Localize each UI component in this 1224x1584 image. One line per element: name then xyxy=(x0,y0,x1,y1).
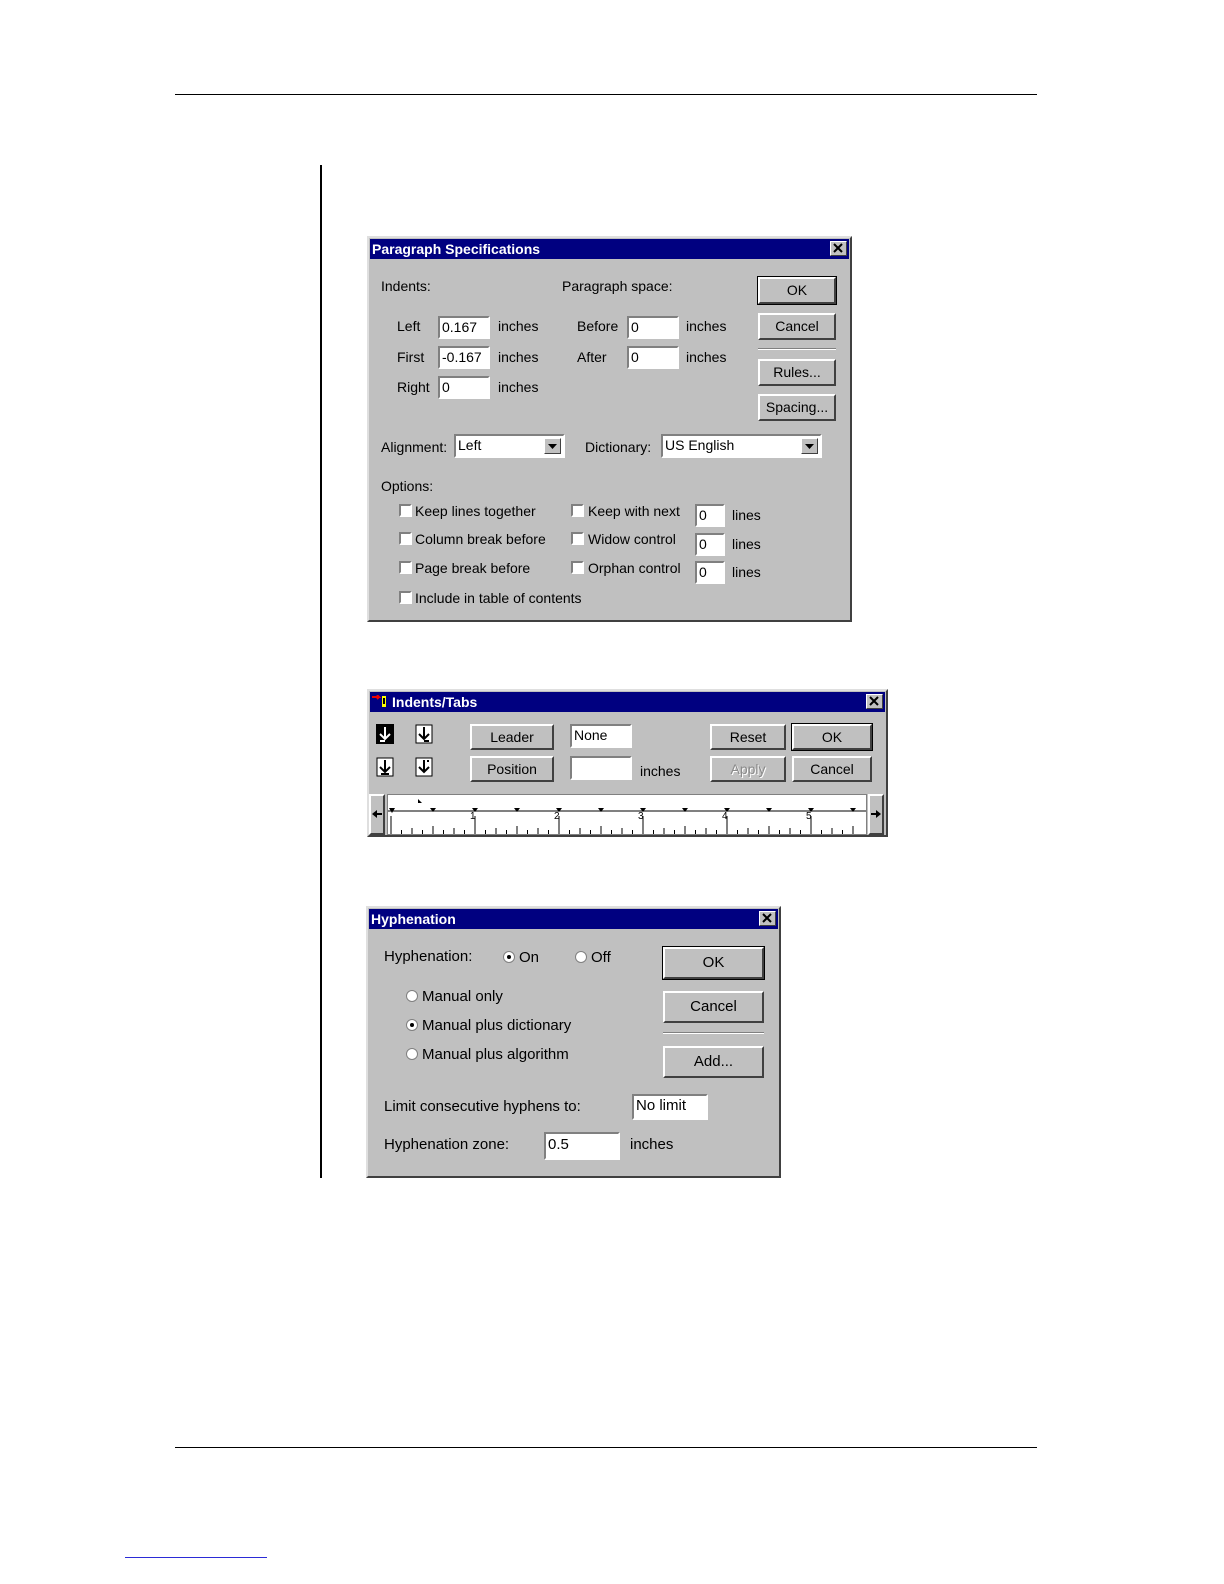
widow-lines-label: lines xyxy=(732,536,761,552)
include-toc-checkbox[interactable] xyxy=(399,591,412,604)
chevron-down-icon xyxy=(548,444,557,450)
options-label: Options: xyxy=(381,478,434,494)
ruler-label-2: 2 xyxy=(554,811,560,822)
cancel-button[interactable]: Cancel xyxy=(758,313,836,340)
before-unit-label: inches xyxy=(686,318,727,334)
dialog-title-text: Indents/Tabs xyxy=(392,694,478,710)
keep-with-next-checkbox[interactable] xyxy=(571,504,584,517)
widow-control-label: Widow control xyxy=(588,531,676,547)
alignment-value: Left xyxy=(458,437,482,453)
spacing-button[interactable]: Spacing... xyxy=(758,394,836,421)
hyphenation-dialog xyxy=(366,906,781,1178)
alignment-select[interactable] xyxy=(454,434,565,458)
position-field[interactable] xyxy=(570,756,632,780)
leader-field[interactable]: None xyxy=(570,724,632,748)
rules-button[interactable]: Rules... xyxy=(758,359,836,386)
add-button[interactable]: Add... xyxy=(663,1046,764,1078)
footer-rule xyxy=(175,1447,1037,1448)
ruler-label-3: 3 xyxy=(638,811,644,822)
close-button[interactable] xyxy=(830,241,847,256)
indents-label: Indents: xyxy=(381,278,431,294)
ruler-scroll-left[interactable] xyxy=(369,794,385,835)
include-toc-label: Include in table of contents xyxy=(415,590,582,606)
close-icon xyxy=(869,696,880,706)
limit-hyphens-label: Limit consecutive hyphens to: xyxy=(384,1098,581,1115)
keep-lines-together-label: Keep lines together xyxy=(415,503,536,519)
ruler-label-4: 4 xyxy=(722,811,728,822)
keep-with-next-label: Keep with next xyxy=(588,503,680,519)
ok-button[interactable]: OK xyxy=(792,724,872,750)
limit-hyphens-field[interactable]: No limit xyxy=(632,1094,708,1120)
close-icon xyxy=(833,243,844,253)
header-rule xyxy=(175,94,1037,95)
column-break-before-checkbox[interactable] xyxy=(399,532,412,545)
column-break-before-label: Column break before xyxy=(415,531,546,547)
after-label: After xyxy=(577,349,607,365)
dialog-title: Paragraph Specifications xyxy=(370,239,849,259)
dictionary-label: Dictionary: xyxy=(585,439,652,455)
close-button[interactable] xyxy=(866,694,883,709)
right-indent-field[interactable]: 0 xyxy=(438,376,490,399)
orphan-lines-field[interactable]: 0 xyxy=(695,561,725,584)
manual-dictionary-radio[interactable] xyxy=(406,1019,418,1031)
left-indent-label: Left xyxy=(397,318,421,334)
orphan-lines-label: lines xyxy=(732,564,761,580)
leader-button[interactable]: Leader xyxy=(470,724,554,750)
position-unit-label: inches xyxy=(640,763,681,779)
cancel-button[interactable]: Cancel xyxy=(663,991,764,1023)
ruler-label-1: 1 xyxy=(470,811,476,822)
dictionary-dropdown-button[interactable] xyxy=(801,438,818,454)
dictionary-select[interactable] xyxy=(661,434,822,458)
hyphenation-zone-field[interactable]: 0.5 xyxy=(544,1132,620,1160)
right-indent-label: Right xyxy=(397,379,430,395)
arrow-right-icon xyxy=(871,809,881,819)
left-indent-field[interactable]: 0.167 xyxy=(438,316,490,339)
button-separator xyxy=(663,1032,764,1034)
ok-button[interactable]: OK xyxy=(758,277,836,304)
manual-only-radio[interactable] xyxy=(406,990,418,1002)
ruler-scroll-right[interactable] xyxy=(868,794,884,835)
right-tab-icon[interactable] xyxy=(415,724,433,744)
widow-lines-field[interactable]: 0 xyxy=(695,533,725,556)
hyphenation-zone-label: Hyphenation zone: xyxy=(384,1136,510,1153)
after-field[interactable]: 0 xyxy=(627,346,679,369)
alignment-dropdown-button[interactable] xyxy=(544,438,561,454)
hyphenation-on-label: On xyxy=(519,949,540,966)
ruler-label-5: 5 xyxy=(806,811,812,822)
hyphenation-off-radio[interactable] xyxy=(575,951,587,963)
first-unit-label: inches xyxy=(498,349,539,365)
ruler-ticks xyxy=(388,795,866,834)
dialog-title xyxy=(370,692,885,712)
apply-button[interactable]: Apply xyxy=(710,756,786,782)
hyphenation-on-radio[interactable] xyxy=(503,951,515,963)
manual-only-label: Manual only xyxy=(422,988,503,1005)
hyphenation-zone-unit: inches xyxy=(630,1136,674,1153)
manual-algorithm-radio[interactable] xyxy=(406,1048,418,1060)
arrow-left-icon xyxy=(372,809,382,819)
position-button[interactable]: Position xyxy=(470,756,554,782)
after-unit-label: inches xyxy=(686,349,727,365)
first-indent-label: First xyxy=(397,349,425,365)
alignment-label: Alignment: xyxy=(381,439,448,455)
page-break-before-checkbox[interactable] xyxy=(399,561,412,574)
center-tab-icon[interactable] xyxy=(376,757,394,777)
orphan-control-label: Orphan control xyxy=(588,560,681,576)
first-indent-field[interactable]: -0.167 xyxy=(438,346,490,369)
dialog-title: Hyphenation xyxy=(369,909,778,929)
footer-link-underline[interactable] xyxy=(125,1557,267,1558)
widow-control-checkbox[interactable] xyxy=(571,532,584,545)
before-field[interactable]: 0 xyxy=(627,316,679,339)
keep-lines-together-checkbox[interactable] xyxy=(399,504,412,517)
chevron-down-icon xyxy=(805,444,814,450)
ok-button[interactable]: OK xyxy=(663,947,764,979)
reset-button[interactable]: Reset xyxy=(710,724,786,750)
paragraph-specifications-dialog xyxy=(367,236,852,622)
button-separator xyxy=(758,348,836,350)
manual-algorithm-label: Manual plus algorithm xyxy=(422,1046,569,1063)
keep-with-next-lines-label: lines xyxy=(732,507,761,523)
tab-ruler[interactable] xyxy=(387,794,867,835)
right-unit-label: inches xyxy=(498,379,539,395)
hyphenation-off-label: Off xyxy=(591,949,611,966)
indents-tabs-dialog xyxy=(367,689,888,837)
manual-dictionary-label: Manual plus dictionary xyxy=(422,1017,572,1034)
hyphenation-label: Hyphenation: xyxy=(384,948,473,965)
close-button[interactable] xyxy=(759,911,776,926)
paragraph-space-label: Paragraph space: xyxy=(562,278,673,294)
orphan-control-checkbox[interactable] xyxy=(571,561,584,574)
decimal-tab-icon[interactable] xyxy=(415,757,433,777)
change-bar xyxy=(320,165,322,1178)
dictionary-value: US English xyxy=(665,437,735,453)
cancel-button[interactable]: Cancel xyxy=(792,756,872,782)
app-icon xyxy=(372,695,390,709)
page-break-before-label: Page break before xyxy=(415,560,531,576)
keep-with-next-lines-field[interactable]: 0 xyxy=(695,504,725,527)
left-tab-icon[interactable] xyxy=(376,724,394,744)
before-label: Before xyxy=(577,318,619,334)
close-icon xyxy=(762,913,773,923)
left-unit-label: inches xyxy=(498,318,539,334)
